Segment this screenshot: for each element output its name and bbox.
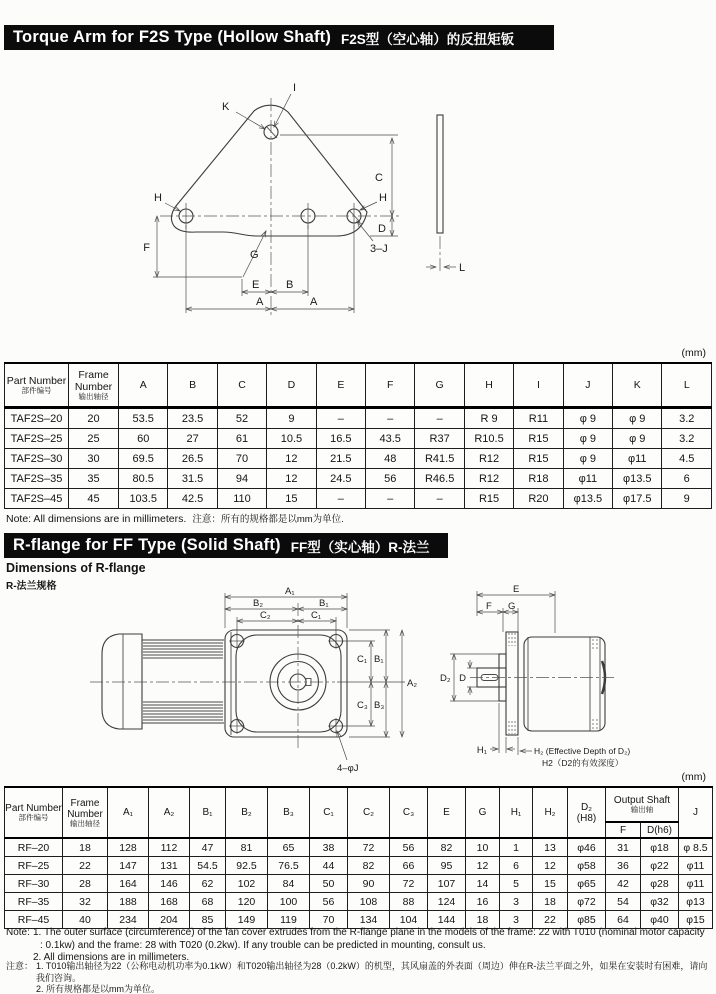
torque-arm-drawing [90, 60, 490, 355]
frame-number-cell: 35 [69, 469, 119, 489]
value-cell: 164 [108, 875, 149, 893]
dim-label-k: K [222, 101, 230, 113]
part-number-cell: TAF2S–45 [5, 489, 69, 509]
value-cell: 6 [662, 469, 712, 489]
value-cell: 48 [366, 449, 415, 469]
value-cell: 168 [149, 893, 190, 911]
value-cell: – [366, 408, 415, 429]
col-c2: C₂ [348, 787, 390, 838]
value-cell: 80.5 [119, 469, 168, 489]
value-cell: φ11 [613, 449, 662, 469]
value-cell: φ58 [568, 857, 606, 875]
value-cell: 119 [268, 911, 310, 929]
col-C: C [217, 363, 266, 408]
col-K: K [613, 363, 662, 408]
section2-header-bar [4, 533, 448, 558]
col-e: E [428, 787, 466, 838]
value-cell: R12 [464, 469, 513, 489]
value-cell: φ46 [568, 838, 606, 857]
note-body-zh [36, 961, 712, 994]
value-cell: 43.5 [366, 429, 415, 449]
frame-number-cell: 30 [69, 449, 119, 469]
dim-label-a-right: A [310, 296, 318, 308]
value-cell: 42.5 [168, 489, 217, 509]
value-cell: φ13.5 [613, 469, 662, 489]
dim-label-3j: 3–J [370, 243, 388, 255]
table-row [5, 893, 713, 911]
value-cell: – [316, 489, 365, 509]
value-cell: – [415, 408, 464, 429]
frame-number-cell: 45 [69, 489, 119, 509]
part-number-cell: RF–30 [5, 875, 63, 893]
note-en-line3: 2. All dimensions are in millimeters. [33, 952, 190, 963]
col-output-dh6: D(h6) [641, 822, 679, 838]
value-cell: 47 [190, 838, 226, 857]
dim-label-d2: D₂ [440, 673, 451, 684]
dim-label-c1-right: C₁ [357, 654, 368, 665]
dim-label-b2: B₂ [253, 598, 264, 609]
value-cell: R12 [464, 449, 513, 469]
value-cell: φ85 [568, 911, 606, 929]
col-L: L [662, 363, 712, 408]
value-cell: 12 [267, 469, 316, 489]
value-cell: φ32 [641, 893, 679, 911]
value-cell: 3 [500, 911, 533, 929]
value-cell: 65 [268, 838, 310, 857]
torque-arm-table [4, 362, 712, 509]
value-cell: 16 [466, 893, 500, 911]
dim-label-h1: H₁ [476, 745, 487, 756]
value-cell: 18 [533, 893, 568, 911]
col-G: G [415, 363, 464, 408]
value-cell: φ28 [641, 875, 679, 893]
dim-label-4j: 4–φJ [337, 763, 359, 774]
value-cell: R46.5 [415, 469, 464, 489]
col-frame-number: Frame Number 输出轴径 [63, 787, 108, 838]
dim-label-e: E [252, 279, 260, 291]
dim-label-f: F [143, 242, 150, 254]
frame-number-cell: 20 [69, 408, 119, 429]
value-cell: 102 [226, 875, 268, 893]
value-cell: 31.5 [168, 469, 217, 489]
value-cell: 146 [149, 875, 190, 893]
col-I: I [514, 363, 563, 408]
value-cell: 84 [268, 875, 310, 893]
dim-label-g: G [508, 601, 516, 612]
value-cell: φ11 [679, 875, 713, 893]
value-cell: 72 [390, 875, 428, 893]
value-cell: 70 [310, 911, 348, 929]
value-cell: 54 [606, 893, 641, 911]
torque-arm-plate-outline [171, 105, 367, 236]
dim-label-a2: A₂ [407, 678, 418, 689]
value-cell: 95 [428, 857, 466, 875]
col-D: D [267, 363, 316, 408]
note-body-en [33, 927, 705, 965]
rflange-subtitle-zh: R-法兰规格 [6, 581, 57, 592]
value-cell: 82 [348, 857, 390, 875]
table-row [5, 408, 712, 429]
value-cell: 21.5 [316, 449, 365, 469]
torque-arm-table-body [5, 408, 712, 509]
dim-label-h2-zh: H2（D2的有效深度） [542, 758, 624, 768]
dim-label-d: D [378, 223, 386, 235]
dim-label-c2: C₂ [260, 610, 271, 621]
dim-label-l: L [459, 262, 466, 274]
value-cell: 4.5 [662, 449, 712, 469]
section2-title-zh: FF型（实心轴）R-法兰 [290, 539, 430, 555]
value-cell: 120 [226, 893, 268, 911]
value-cell: φ13.5 [563, 489, 612, 509]
value-cell: 82 [428, 838, 466, 857]
value-cell: 10.5 [267, 429, 316, 449]
col-part-number: Part Number 部件编号 [5, 363, 69, 408]
value-cell: 16.5 [316, 429, 365, 449]
section1-title-zh: F2S型（空心轴）的反扭矩钣 [341, 31, 515, 47]
dim-label-d: D [459, 673, 466, 684]
value-cell: 112 [149, 838, 190, 857]
value-cell: R20 [514, 489, 563, 509]
value-cell: φ 8.5 [679, 838, 713, 857]
value-cell: φ 9 [563, 449, 612, 469]
value-cell: 12 [533, 857, 568, 875]
value-cell: 12 [267, 449, 316, 469]
value-cell: φ65 [568, 875, 606, 893]
value-cell: 81 [226, 838, 268, 857]
value-cell: 36 [606, 857, 641, 875]
value-cell: 64 [606, 911, 641, 929]
value-cell: φ11 [563, 469, 612, 489]
rflange-front-drawing [85, 588, 430, 788]
value-cell: φ22 [641, 857, 679, 875]
torque-arm-side-view [426, 115, 465, 274]
value-cell: φ72 [568, 893, 606, 911]
table-row [5, 449, 712, 469]
part-number-cell: RF–25 [5, 857, 63, 875]
flange-plate-outline [225, 630, 347, 737]
value-cell: R37 [415, 429, 464, 449]
value-cell: 26.5 [168, 449, 217, 469]
value-cell: R11 [514, 408, 563, 429]
value-cell: – [316, 408, 365, 429]
value-cell: 147 [108, 857, 149, 875]
value-cell: R18 [514, 469, 563, 489]
value-cell: 66 [390, 857, 428, 875]
value-cell: 62 [190, 875, 226, 893]
value-cell: 103.5 [119, 489, 168, 509]
note-en-line2: : 0.1kw) and the frame: 28 with T020 (0.2kw). If any trouble can be predicted in mounting, consult us. [40, 939, 486, 951]
col-F: F [366, 363, 415, 408]
part-number-cell: TAF2S–25 [5, 429, 69, 449]
col-a1: A₁ [108, 787, 149, 838]
value-cell: 124 [428, 893, 466, 911]
dim-label-h2-en: H₂ (Effective Depth of D₂) [534, 746, 631, 756]
part-number-cell: RF–20 [5, 838, 63, 857]
part-number-cell: TAF2S–35 [5, 469, 69, 489]
value-cell: 23.5 [168, 408, 217, 429]
value-cell: – [366, 489, 415, 509]
dim-label-b1-right: B₁ [374, 654, 384, 665]
value-cell: 52 [217, 408, 266, 429]
dim-label-c3: C₃ [357, 700, 368, 711]
rflange-table-body [5, 838, 713, 929]
col-E: E [316, 363, 365, 408]
value-cell: R15 [514, 429, 563, 449]
note-zh-line2: 2. 所有规格都是以mm为单位。 [36, 984, 161, 994]
col-a2: A₂ [149, 787, 190, 838]
col-d2-h8: D₂ (H8) [568, 787, 606, 838]
section1-header-bar [4, 25, 554, 50]
rflange-table-head [5, 787, 713, 838]
col-A: A [119, 363, 168, 408]
part-number-cell: TAF2S–20 [5, 408, 69, 429]
value-cell: 76.5 [268, 857, 310, 875]
value-cell: φ40 [641, 911, 679, 929]
value-cell: R41.5 [415, 449, 464, 469]
value-cell: 85 [190, 911, 226, 929]
rflange-table [4, 786, 713, 929]
dim-label-f: F [486, 601, 492, 612]
col-output-f: F [606, 822, 641, 838]
col-frame-number: Frame Number 输出轴径 [69, 363, 119, 408]
dim-label-b: B [286, 279, 294, 291]
value-cell: 234 [108, 911, 149, 929]
torque-arm-centerlines [160, 98, 402, 318]
value-cell: 56 [390, 838, 428, 857]
col-h1: H₁ [500, 787, 533, 838]
value-cell: 204 [149, 911, 190, 929]
table-row [5, 429, 712, 449]
table-row [5, 838, 713, 857]
value-cell: 94 [217, 469, 266, 489]
value-cell: 13 [533, 838, 568, 857]
value-cell: 18 [466, 911, 500, 929]
side-view-outline [470, 632, 614, 735]
col-part-number: Part Number 部件编号 [5, 787, 63, 838]
dim-label-h-right: H [379, 192, 387, 204]
value-cell: 53.5 [119, 408, 168, 429]
value-cell: 9 [662, 489, 712, 509]
part-number-cell: RF–45 [5, 911, 63, 929]
table1-note: Note: All dimensions are in millimeters. 注意：所有的规格都是以mm为单位. [6, 513, 344, 525]
value-cell: 104 [390, 911, 428, 929]
table-row [5, 489, 712, 509]
value-cell: 9 [267, 408, 316, 429]
front-view-centerlines [90, 603, 335, 748]
rflange-side-drawing [440, 583, 710, 783]
value-cell: φ18 [641, 838, 679, 857]
value-cell: 144 [428, 911, 466, 929]
value-cell: φ17.5 [613, 489, 662, 509]
value-cell: 88 [390, 893, 428, 911]
value-cell: 107 [428, 875, 466, 893]
value-cell: 92.5 [226, 857, 268, 875]
value-cell: 50 [310, 875, 348, 893]
table-row [5, 875, 713, 893]
part-number-cell: RF–35 [5, 893, 63, 911]
value-cell: 44 [310, 857, 348, 875]
section2-title-en: R-flange for FF Type (Solid Shaft) [13, 536, 281, 554]
col-c3: C₃ [390, 787, 428, 838]
value-cell: 38 [310, 838, 348, 857]
frame-number-cell: 22 [63, 857, 108, 875]
front-view-dimensions [225, 586, 417, 774]
value-cell: 128 [108, 838, 149, 857]
value-cell: 24.5 [316, 469, 365, 489]
frame-number-cell: 18 [63, 838, 108, 857]
note-en-line1: 1. The outer surface (circumference) of the fan cover extrudes from the R-flange plane in the models of the frame: 22 with T010 (nominal motor capacity [33, 927, 705, 938]
value-cell: 188 [108, 893, 149, 911]
value-cell: R15 [514, 449, 563, 469]
frame-number-cell: 28 [63, 875, 108, 893]
col-c1: C₁ [310, 787, 348, 838]
dim-label-a-left: A [256, 296, 264, 308]
col-h2: H₂ [533, 787, 568, 838]
section1-title-en: Torque Arm for F2S Type (Hollow Shaft) [13, 28, 332, 46]
dim-label-b1: B₁ [319, 598, 329, 609]
value-cell: 3 [500, 893, 533, 911]
dim-label-c1: C₁ [311, 610, 322, 621]
table-row [5, 469, 712, 489]
col-J: J [563, 363, 612, 408]
value-cell: 15 [267, 489, 316, 509]
dim-label-i: I [293, 82, 297, 94]
value-cell: R10.5 [464, 429, 513, 449]
dim-label-b3: B₃ [374, 700, 385, 711]
torque-arm-table-head [5, 363, 712, 408]
value-cell: 108 [348, 893, 390, 911]
dim-label-c: C [375, 172, 383, 184]
value-cell: 15 [533, 875, 568, 893]
value-cell: 3.2 [662, 408, 712, 429]
col-output-shaft: Output Shaft 输出轴 [606, 787, 679, 822]
value-cell: 61 [217, 429, 266, 449]
value-cell: R 9 [464, 408, 513, 429]
value-cell: 70 [217, 449, 266, 469]
bottom-note-en [6, 927, 712, 965]
table1-unit-label: (mm) [681, 347, 706, 359]
torque-arm-dimensions [143, 82, 398, 313]
value-cell: 54.5 [190, 857, 226, 875]
frame-number-cell: 32 [63, 893, 108, 911]
value-cell: 31 [606, 838, 641, 857]
value-cell: 42 [606, 875, 641, 893]
dim-label-a1: A₁ [285, 586, 295, 597]
value-cell: φ 9 [563, 408, 612, 429]
dim-label-g: G [250, 249, 259, 261]
value-cell: 68 [190, 893, 226, 911]
note-label-en: Note: [6, 927, 30, 938]
dim-label-e: E [513, 584, 520, 595]
col-b1: B₁ [190, 787, 226, 838]
value-cell: 69.5 [119, 449, 168, 469]
value-cell: 100 [268, 893, 310, 911]
col-b2: B₂ [226, 787, 268, 838]
table-row [5, 911, 713, 929]
col-H: H [464, 363, 513, 408]
value-cell: φ 9 [613, 408, 662, 429]
col-b3: B₃ [268, 787, 310, 838]
value-cell: 14 [466, 875, 500, 893]
value-cell: 3.2 [662, 429, 712, 449]
motor-outline [102, 634, 224, 729]
value-cell: R15 [464, 489, 513, 509]
frame-number-cell: 25 [69, 429, 119, 449]
table-row [5, 857, 713, 875]
value-cell: 60 [119, 429, 168, 449]
value-cell: 149 [226, 911, 268, 929]
value-cell: φ15 [679, 911, 713, 929]
value-cell: 110 [217, 489, 266, 509]
col-g: G [466, 787, 500, 838]
value-cell: φ13 [679, 893, 713, 911]
value-cell: 131 [149, 857, 190, 875]
dim-label-h-left: H [154, 192, 162, 204]
value-cell: 90 [348, 875, 390, 893]
value-cell: 56 [310, 893, 348, 911]
note-label-zh: 注意： [6, 961, 34, 971]
value-cell: 6 [500, 857, 533, 875]
part-number-cell: TAF2S–30 [5, 449, 69, 469]
value-cell: 12 [466, 857, 500, 875]
value-cell: φ11 [679, 857, 713, 875]
value-cell: 27 [168, 429, 217, 449]
side-view-dimensions [440, 584, 630, 768]
value-cell: 5 [500, 875, 533, 893]
value-cell: 72 [348, 838, 390, 857]
table2-unit-label: (mm) [681, 771, 706, 783]
rflange-subtitle-en: Dimensions of R-flange [6, 561, 146, 575]
value-cell: 134 [348, 911, 390, 929]
note-zh-line1: 1. T010输出轴径为22（公称电动机功率为0.1kW）和T020输出轴径为28（0.2kW）的机型，其风扇盖的外表面（周边）伸在R-法兰平面之外，如果在安装时有困难，请向我们咨询。 [36, 961, 708, 983]
value-cell: φ 9 [563, 429, 612, 449]
frame-number-cell: 40 [63, 911, 108, 929]
value-cell: φ 9 [613, 429, 662, 449]
value-cell: – [415, 489, 464, 509]
col-B: B [168, 363, 217, 408]
bottom-note-zh [6, 961, 712, 994]
col-j: J [679, 787, 713, 838]
value-cell: 22 [533, 911, 568, 929]
value-cell: 56 [366, 469, 415, 489]
value-cell: 1 [500, 838, 533, 857]
value-cell: 10 [466, 838, 500, 857]
